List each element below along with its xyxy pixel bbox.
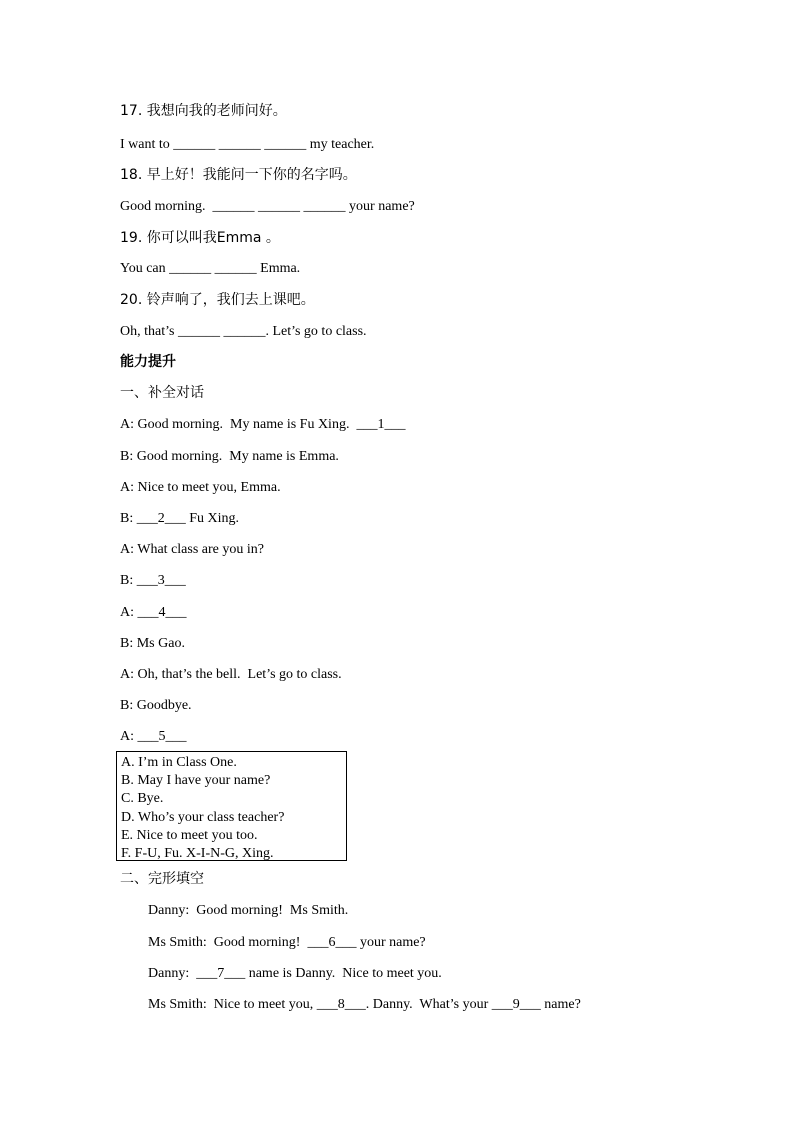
option-a: A. I’m in Class One. bbox=[121, 755, 237, 770]
options-box bbox=[116, 751, 347, 861]
question-number: 17. bbox=[120, 103, 147, 119]
cloze-line: Ms Smith: Good morning! ___6___ your name? bbox=[148, 935, 426, 950]
dialogue-line: A: What class are you in? bbox=[120, 542, 264, 557]
dialogue-line: A: ___5___ bbox=[120, 729, 187, 744]
question-number: 20. bbox=[120, 292, 147, 308]
dialogue-line: A: ___4___ bbox=[120, 605, 187, 620]
question-17-prompt bbox=[120, 102, 287, 120]
option-d: D. Who’s your class teacher? bbox=[121, 809, 285, 825]
dialogue-line: B: Goodbye. bbox=[120, 698, 192, 713]
chinese-sentence: 铃声响了，我们去上课吧。 bbox=[146, 292, 315, 308]
question-18-answer: Good morning. ______ ______ ______ your name? bbox=[120, 199, 415, 214]
question-19-answer: You can ______ ______ Emma. bbox=[120, 261, 301, 276]
question-number: 19. bbox=[120, 230, 147, 246]
chinese-sentence: 你可以叫我Emma 。 bbox=[146, 230, 280, 246]
chinese-sentence: 早上好！我能问一下你的名字吗。 bbox=[146, 167, 357, 183]
chinese-sentence: 我想向我的老师问好。 bbox=[146, 103, 287, 119]
dialogue-line: B: ___2___ Fu Xing. bbox=[120, 511, 240, 526]
dialogue-line: B: Good morning. My name is Emma. bbox=[120, 449, 339, 464]
dialogue-line: B: ___3___ bbox=[120, 573, 186, 588]
question-20-answer: Oh, that’s ______ ______. Let’s go to class. bbox=[120, 324, 367, 339]
dialogue-line: A: Nice to meet you, Emma. bbox=[120, 480, 281, 495]
question-17-answer: I want to ______ ______ ______ my teacher. bbox=[120, 137, 375, 152]
option-e: E. Nice to meet you too. bbox=[121, 827, 258, 843]
cloze-line: Danny: ___7___ name is Danny. Nice to meet you. bbox=[148, 966, 442, 981]
section1-title: 一、补全对话 bbox=[120, 385, 204, 401]
cloze-line: Ms Smith: Nice to meet you, ___8___. Danny. What’s your ___9___ name? bbox=[148, 997, 581, 1012]
option-b: B. May I have your name? bbox=[121, 773, 271, 789]
question-number: 18. bbox=[120, 167, 147, 183]
section2-title: 二、完形填空 bbox=[120, 871, 204, 887]
ability-heading: 能力提升 bbox=[120, 354, 176, 370]
question-20-prompt bbox=[120, 291, 315, 309]
option-f: F. F-U, Fu. X-I-N-G, Xing. bbox=[121, 846, 274, 862]
question-19-prompt bbox=[120, 229, 280, 247]
dialogue-line: A: Oh, that’s the bell. Let’s go to class. bbox=[120, 667, 342, 682]
dialogue-line: A: Good morning. My name is Fu Xing. ___1___ bbox=[120, 417, 406, 432]
cloze-line: Danny: Good morning! Ms Smith. bbox=[148, 903, 349, 918]
question-18-prompt bbox=[120, 166, 357, 184]
option-c: C. Bye. bbox=[121, 791, 164, 807]
dialogue-line: B: Ms Gao. bbox=[120, 636, 185, 651]
